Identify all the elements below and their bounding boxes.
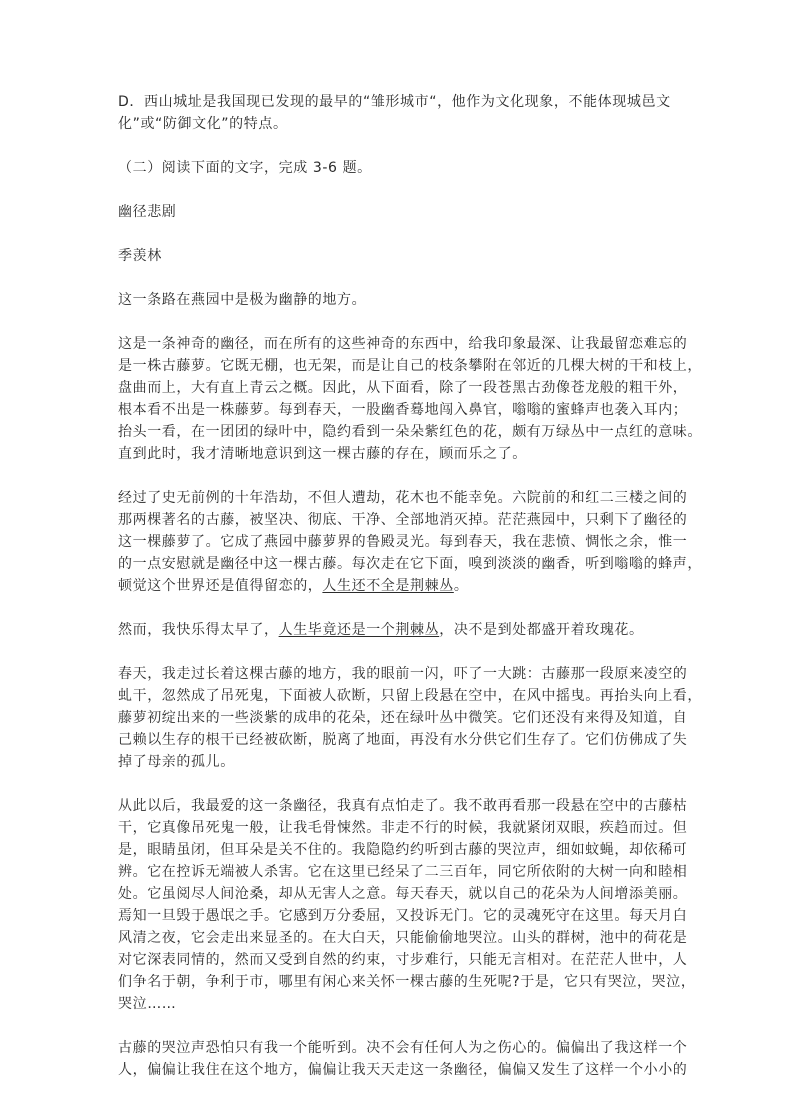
- text-line: [118, 949, 718, 971]
- text-line: [118, 113, 718, 135]
- text-segment: 们争名于朝，争利于市，哪里有闲心来关怀一棵古藤的生死呢?于是，它只有哭泣，哭泣，: [118, 974, 696, 990]
- text-line: [118, 91, 718, 113]
- text-line: [118, 1037, 718, 1059]
- paragraph-4: [118, 619, 718, 641]
- text-line: [118, 245, 718, 267]
- text-segment: 化”或“防御文化”的特点。: [118, 116, 288, 132]
- text-line: [118, 685, 718, 707]
- text-segment: 虬干，忽然成了吊死鬼，下面被人砍断，只留上段悬在空中，在风中摇曳。再抬头向上看，: [118, 688, 702, 704]
- text-line: [118, 795, 718, 817]
- text-segment: 古藤的哭泣声恐怕只有我一个能听到。决不会有任何人为之伤心的。偏偏出了我这样一个: [118, 1040, 688, 1056]
- underlined-phrase: 人生毕竟还是一个荆棘丛: [278, 622, 440, 638]
- text-line: [118, 531, 718, 553]
- text-segment: 是一株古藤萝。它既无棚，也无架，而是让自己的枝条攀附在邻近的几棵大树的干和枝上，: [118, 358, 702, 374]
- text-line: [118, 487, 718, 509]
- text-segment: 对它深表同情的，然而又受到自然的约束，寸步难行，只能无言相对。在茫茫人世中，人: [118, 952, 688, 968]
- text-line: [118, 377, 718, 399]
- text-line: [118, 157, 718, 179]
- text-segment: 这是一条神奇的幽径，而在所有的这些神奇的东西中，给我印象最深、让我最留恋难忘的: [118, 336, 688, 352]
- text-segment: 顿觉这个世界还是值得留恋的，: [118, 578, 323, 594]
- text-segment: 是，眼睛虽闭，但耳朵是关不住的。我隐隐约约听到古藤的哭泣声，细如蚊蝇，却依稀可: [118, 842, 688, 858]
- text-line: [118, 905, 718, 927]
- section-instruction: [118, 157, 718, 179]
- text-segment: （二）阅读下面的文字，完成 3-6 题。: [118, 160, 372, 176]
- text-line: [118, 883, 718, 905]
- text-line: [118, 993, 718, 1015]
- text-line: [118, 289, 718, 311]
- text-segment: 人，偏偏让我住在这个地方，偏偏让我天天走这一条幽径，偏偏又发生了这样一个小小的: [118, 1062, 688, 1078]
- text-segment: 直到此时，我才清晰地意识到这一棵古藤的存在，顾而乐之了。: [118, 446, 527, 462]
- article-author: [118, 245, 718, 267]
- text-line: [118, 927, 718, 949]
- text-line: [118, 839, 718, 861]
- text-segment: 经过了史无前例的十年浩劫，不但人遭劫，花木也不能幸免。六院前的和红二三楼之间的: [118, 490, 688, 506]
- text-segment: 焉知一旦毁于愚氓之手。它感到万分委屈，又投诉无门。它的灵魂死守在这里。每天月白: [118, 908, 688, 924]
- text-segment: 。: [453, 578, 469, 594]
- text-line: [118, 421, 718, 443]
- text-line: [118, 817, 718, 839]
- text-segment: 藤萝初绽出来的一些淡紫的成串的花朵，还在绿叶丛中微笑。它们还没有来得及知道，自: [118, 710, 688, 726]
- text-segment: 的一点安慰就是幽径中这一棵古藤。每次走在它下面，嗅到淡淡的幽香，听到嗡嗡的蜂声，: [118, 556, 702, 572]
- text-line: [118, 443, 718, 465]
- text-segment: 风清之夜，它会走出来显圣的。在大白天，只能偷偷地哭泣。山头的群树，池中的荷花是: [118, 930, 688, 946]
- text-segment: 这一棵藤萝了。它成了燕园中藤萝界的鲁殿灵光。每到春天，我在悲愤、惆怅之余，惟一: [118, 534, 688, 550]
- text-line: [118, 707, 718, 729]
- underlined-phrase: 人生还不全是荆棘丛: [322, 578, 454, 594]
- text-line: [118, 751, 718, 773]
- text-line: [118, 509, 718, 531]
- option-d: [118, 91, 718, 135]
- text-segment: 辨。它在控诉无端被人杀害。它在这里已经呆了二三百年，同它所依附的大树一向和睦相: [118, 864, 688, 880]
- text-line: [118, 663, 718, 685]
- text-line: [118, 553, 718, 575]
- paragraph-6: [118, 795, 718, 1015]
- text-segment: 从此以后，我最爱的这一条幽径，我真有点怕走了。我不敢再看那一段悬在空中的古藤枯: [118, 798, 688, 814]
- document-body: [118, 91, 718, 1103]
- text-line: [118, 971, 718, 993]
- text-segment: 然而，我快乐得太早了，: [118, 622, 279, 638]
- text-line: [118, 619, 718, 641]
- text-segment: 哭泣……: [118, 996, 177, 1012]
- text-segment: 季羡林: [118, 248, 162, 264]
- paragraph-7: [118, 1037, 718, 1081]
- text-segment: 幽径悲剧: [118, 204, 177, 220]
- text-segment: 盘曲而上，大有直上青云之概。因此，从下面看，除了一段苍黑古劲像苍龙般的粗干外，: [118, 380, 688, 396]
- text-line: [118, 861, 718, 883]
- text-line: [118, 729, 718, 751]
- article-title: [118, 201, 718, 223]
- text-line: [118, 399, 718, 421]
- paragraph-2: [118, 333, 718, 465]
- text-segment: 这一条路在燕园中是极为幽静的地方。: [118, 292, 367, 308]
- text-line: [118, 1059, 718, 1081]
- text-segment: 干，它真像吊死鬼一般，让我毛骨悚然。非走不行的时候，我就紧闭双眼，疾趋而过。但: [118, 820, 688, 836]
- text-line: [118, 355, 718, 377]
- text-segment: 春天，我走过长着这棵古藤的地方，我的眼前一闪，吓了一大跳：古藤那一段原来凌空的: [118, 666, 688, 682]
- text-segment: 抬头一看，在一团团的绿叶中，隐约看到一朵朵紫红色的花，颇有万绿丛中一点红的意味。: [118, 424, 702, 440]
- text-segment: 根本看不出是一株藤萝。每到春天，一股幽香蓦地闯入鼻官，嗡嗡的蜜蜂声也袭入耳内；: [118, 402, 688, 418]
- text-line: [118, 333, 718, 355]
- text-segment: ，决不是到处都盛开着玫瑰花。: [439, 622, 644, 638]
- text-line: [118, 201, 718, 223]
- paragraph-5: [118, 663, 718, 773]
- text-line: [118, 575, 718, 597]
- text-segment: 掉了母亲的孤儿。: [118, 754, 235, 770]
- text-segment: 那两棵著名的古藤，被坚决、彻底、干净、全部地消灭掉。茫茫燕园中，只剩下了幽径的: [118, 512, 688, 528]
- text-segment: 己赖以生存的根干已经被砍断，脱离了地面，再没有水分供它们生存了。它们仿佛成了失: [118, 732, 688, 748]
- paragraph-1: [118, 289, 718, 311]
- paragraph-3: [118, 487, 718, 597]
- text-segment: D．西山城址是我国现已发现的最早的“雏形城市“，他作为文化现象，不能体现城邑文: [118, 94, 671, 110]
- text-segment: 处。它虽阅尽人间沧桑，却从无害人之意。每天春天，就以自己的花朵为人间增添美丽。: [118, 886, 688, 902]
